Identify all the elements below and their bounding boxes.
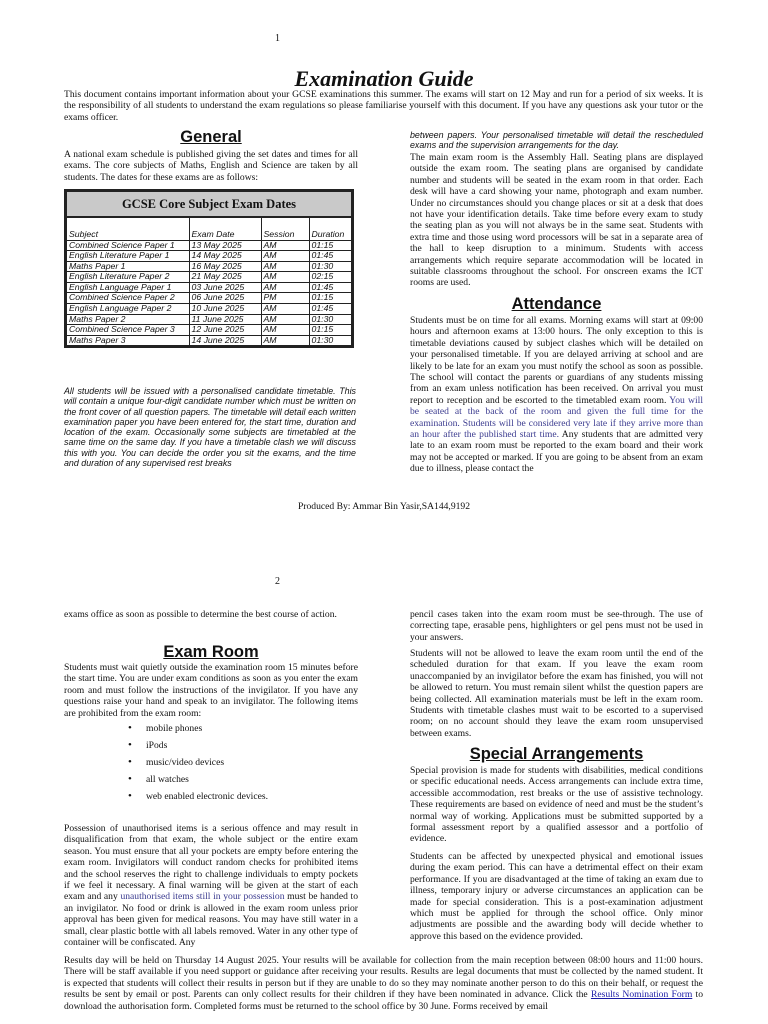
table-cell: 01:15	[309, 325, 351, 336]
table-cell: Maths Paper 1	[67, 261, 189, 272]
table-cell: 01:30	[309, 314, 351, 325]
attendance-continued: exams office as soon as possible to determine the best course of action.	[64, 609, 337, 620]
special-consideration-paragraph: Students can be affected by unexpected physical and emotional issues during the exam period. This can have a detrimental effect on their exam performance. If you are disadvantaged at the time of taking an exam due to illness, temporary injury or adverse circumstances an application can be made for special consideration. This is a post-examination adjustment which must be applied for through the school office. Only minor adjustments are possible and the awarding body will decide whether to approve this based on the evidence provided.	[410, 851, 703, 942]
possession-highlight: unauthorised items still in your possession	[120, 891, 285, 903]
table-cell: Combined Science Paper 2	[67, 293, 189, 304]
attendance-highlight: You will be seated at the back of the room and given the full time for the examination. Students will be considered very late if they arrive more than an hour after the published start time.	[410, 394, 703, 441]
table-header-cell: Duration	[309, 218, 351, 240]
possession-text: Possession of unauthorised items is a serious offence and may result in disqualification from that exam, the whole subject or the entire exam season. You must ensure that all your pockets are empty before entering the exam room. Invigilators will conduct random checks for prohibited items and the school reserves the right to challenge individuals to empty pockets if we feel it necessary. A final warning will be given at the start of each exam and any	[64, 823, 358, 903]
table-header-row	[67, 218, 351, 240]
pencil-cases-paragraph: pencil cases taken into the exam room must be see-through. The use of correcting tape, erasable pens, highlighters or gel pens must not be used in your answers.	[410, 609, 703, 643]
general-paragraph: A national exam schedule is published giving the set dates and times for all exams. The core subjects of Maths, English and Science are taken by all students. The dates for these exams are as follows:	[64, 149, 358, 183]
attendance-text: Students must be on time for all exams. Morning exams will start at 09:00 hours and afternoon exams at 13:00 hours. The only exception to this is timetable deviations caused by subject clashes which will be detailed on your personalised timetable. If you are delayed arriving at school and are likely to be late for an exam you must notify the school as soon as possible. The school will contact the parents or guardians of any students missing from an exam unless notification has been received. On arrival you must report to reception and be escorted to the timetabled exam room.	[410, 315, 703, 406]
page-number: 2	[275, 576, 280, 587]
results-text: Results day will be held on Thursday 14 August 2025. Your results will be available for collection from the main reception between 08:00 hours and 11:00 hours. There will be staff available if you need support or guidance after receiving your results. Results are legal documents that must be collected by the named student. It is expected that students will collect their results in person but if they are unable to do so they may nominate another person to do this on their behalf, or request the results be sent by email or post. Parents can only collect results for their children if they have been nominated in advance. Click the	[64, 955, 703, 1001]
table-cell: 01:30	[311, 334, 334, 345]
table-cell: 02:15	[309, 272, 351, 283]
table-cell: 11 June 2025	[189, 314, 261, 325]
results-paragraph	[64, 955, 703, 1012]
list-item: • all watches	[128, 774, 268, 791]
table-row	[67, 293, 351, 304]
results-nomination-form-link[interactable]: Results Nomination Form	[590, 989, 693, 1001]
produced-by-footer: Produced By: Ammar Bin Yasir,SA144,9192	[297, 501, 471, 512]
table-cell: AM	[261, 314, 309, 325]
list-item: • mobile phones	[128, 723, 268, 740]
special-arrangements-paragraph: Special provision is made for students with disabilities, medical conditions or specific educational needs. Access arrangements can include extra time, accessible accommodation, rest breaks or the use of assistive technology. These requirements are based on evidence of need and must be the student’s normal way of working. Applications must be submitted supported by a formal assessment report by a qualified assessor and a portfolio of evidence.	[410, 765, 703, 845]
attendance-paragraph	[410, 315, 703, 475]
table-cell: 01:30	[309, 261, 351, 272]
table-caption: GCSE Core Subject Exam Dates	[67, 192, 351, 218]
table-cell: 03 June 2025	[189, 282, 261, 293]
list-item: • iPods	[128, 740, 268, 757]
table-cell: Combined Science Paper 3	[67, 325, 189, 336]
prohibited-items-list	[128, 723, 268, 808]
table-row	[67, 240, 351, 251]
table-cell: 12 June 2025	[189, 325, 261, 336]
table-cell: 01:45	[309, 304, 351, 315]
possession-text-end: must be handed to an invigilator. No food or drink is allowed in the exam room unless prior approval has been given for medical reasons. You may have still water in a small, clear plastic bottle with all labels removed. Water in any other type of container will be confiscated. Any	[64, 891, 358, 949]
timetable-note-continued: between papers. Your personalised timetable will detail the rescheduled exams and the supervision arrangements for the day.	[410, 130, 703, 151]
table-cell: 13 May 2025	[189, 240, 261, 251]
table-cell: AM	[261, 325, 309, 336]
exam-dates-table	[64, 189, 354, 348]
table-cell: 01:15	[309, 293, 351, 304]
table-cell: 01:45	[309, 282, 351, 293]
table-cell: English Language Paper 2	[67, 304, 189, 315]
table-cell: AM	[261, 335, 309, 345]
table-cell: English Literature Paper 1	[67, 251, 189, 262]
table-row	[67, 282, 351, 293]
table-cell: AM	[261, 304, 309, 315]
table-header-cell: Subject	[67, 218, 189, 240]
leaving-paragraph: Students will not be allowed to leave the exam room until the end of the scheduled duration for that exam. If you leave the exam room unaccompanied by an invigilator before the exam has finished, you will not be allowed to return. You must remain silent whilst the question papers are being collected. All examination materials must be left in the exam room. Students with timetable clashes must wait to be escorted to a supervised room; on no account should they leave the exam room unsupervised between exams.	[410, 648, 703, 739]
special-arrangements-heading: Special Arrangements	[469, 745, 644, 763]
table-cell: 01:45	[309, 251, 351, 262]
table-row	[67, 335, 351, 345]
table-cell: AM	[261, 261, 309, 272]
page-title: Examination Guide	[294, 66, 474, 91]
table-cell: 21 May 2025	[189, 272, 261, 283]
general-heading: General	[180, 128, 242, 146]
table-cell: 10 June 2025	[189, 304, 261, 315]
table-row	[67, 272, 351, 283]
table-cell: AM	[261, 240, 309, 251]
exam-room-heading: Exam Room	[163, 643, 259, 661]
timetable-note: All students will be issued with a personalised candidate timetable. This will contain a unique four-digit candidate number which must be written on the front cover of all question papers. The timetable will detail each written examination paper you have been entered for, the start time, duration and location of the exam. Occasionally some subjects are timetabled at the same time on the same day. If you have a timetable clash we will discuss this with you. You can decide the order you sit the exams, and the time and duration of any supervised rest breaks	[64, 386, 356, 469]
results-text-end: to download the authorisation form. Completed forms must be returned to the school office by 30 June. Forms received by email	[64, 989, 703, 1012]
table-row	[67, 304, 351, 315]
table-cell: English Language Paper 1	[67, 282, 189, 293]
table-cell: Maths Paper 2	[67, 314, 189, 325]
attendance-text-end: Any students that are admitted very late to an exam room must be reported to the exam board and their work may not be accepted or marked. If you are going to be absent from an exam due to illness, please contact the	[410, 429, 703, 475]
intro-paragraph: This document contains important information about your GCSE examinations this summer. The exams will start on 12 May and run for a period of six weeks. It is the responsibility of all students to understand the exam regulations so please familiarise yourself with this document. If you have any questions ask your tutor or the exams officer.	[64, 89, 703, 123]
table-cell: 14 June 2025	[189, 335, 261, 345]
table-cell: English Literature Paper 2	[67, 272, 189, 283]
attendance-heading: Attendance	[511, 295, 602, 313]
table-cell: AM	[261, 272, 309, 283]
table-header-cell: Exam Date	[189, 218, 261, 240]
possession-paragraph	[64, 823, 358, 948]
table-cell: PM	[261, 293, 309, 304]
table-cell: 16 May 2025	[189, 261, 261, 272]
table-row	[67, 251, 351, 262]
table-cell: 14 May 2025	[189, 251, 261, 262]
list-item: • web enabled electronic devices.	[128, 791, 268, 808]
table-row	[67, 325, 351, 336]
table-row	[67, 314, 351, 325]
table-cell: AM	[261, 282, 309, 293]
table-header-cell: Session	[261, 218, 309, 240]
table-row	[67, 261, 351, 272]
main-room-paragraph: The main exam room is the Assembly Hall. Seating plans are displayed outside the exam room. The seating plans are organised by candidate number and students will be seated in the exam room in that order. Each desk will have a card showing your name, photograph and exam number. Under no circumstances should you change places or sit at a desk that does not have your identification details. Take time before every exam to study the seating plan as you will not always be in the same seat. Students with extra time and those using word processors will be sat in a separate area of the hall to keep disruption to a minimum. Students with access arrangements which require separate accommodation will be located in suitable classrooms throughout the school. For onscreen exams the ICT rooms are used.	[410, 152, 703, 289]
table-cell: AM	[261, 251, 309, 262]
table-cell: Combined Science Paper 1	[67, 240, 189, 251]
exam-room-paragraph: Students must wait quietly outside the examination room 15 minutes before the start time. You are under exam conditions as soon as you enter the exam room and must follow the instructions of the invigilator. If you have any questions raise your hand and speak to an invigilator. The following items are prohibited from the exam room:	[64, 662, 358, 719]
list-item: • music/video devices	[128, 757, 268, 774]
table-cell: Maths Paper 3	[67, 335, 189, 345]
table-cell: 06 June 2025	[189, 293, 261, 304]
table-cell: 01:15	[309, 240, 351, 251]
page-number: 1	[275, 33, 280, 44]
